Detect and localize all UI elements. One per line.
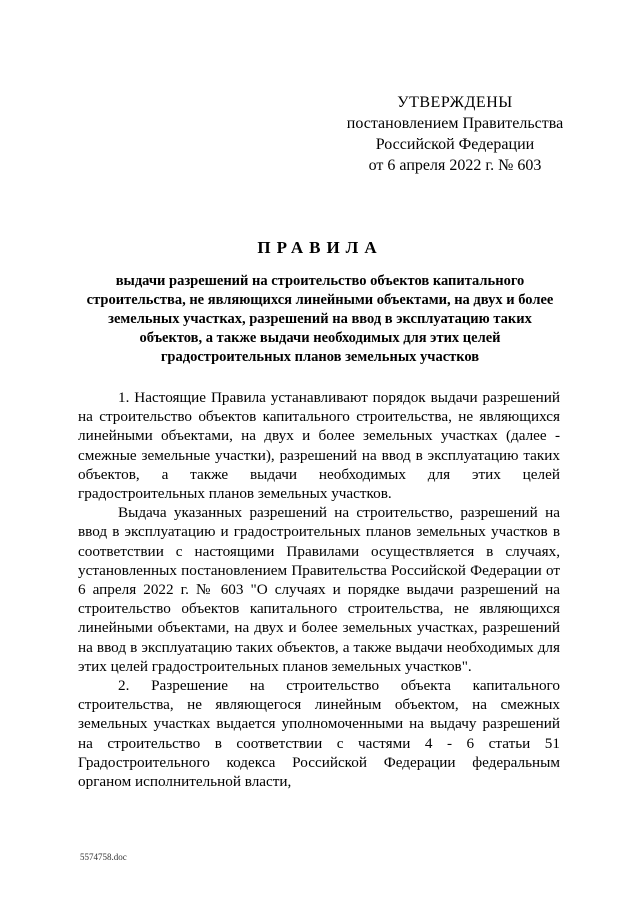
approval-line-2: Российской Федерации: [375, 136, 535, 153]
approval-line-1: постановлением Правительства: [346, 115, 564, 132]
footer-filename: 5574758.doc: [80, 852, 127, 862]
document-body: [78, 388, 560, 791]
paragraph-3: 2. Разрешение на строительство объекта капитального строительства, не являющегося линейным объектом, на смежных земельных участках выдается уполномоченными на выдачу разрешений на строительство в соответствии с частями 4 - 6 статьи 51 Градостроительного кодекса Российской Федерации федеральным органом исполнительной власти,: [78, 677, 560, 791]
paragraph-1: 1. Настоящие Правила устанавливают порядок выдачи разрешений на строительство объектов капитального строительства, не являющихся линейными объектами, на двух и более земельных участках (далее - смежные земельные участки), разрешений на ввод в эксплуатацию таких объектов, а также выдачи необходимых для этих целей градостроительных планов земельных участков.: [78, 389, 560, 503]
document-subtitle: [70, 272, 570, 367]
approval-line-3: от 6 апреля 2022 г. № 603: [368, 157, 542, 174]
subtitle-line: градостроительных планов земельных участков: [160, 349, 480, 365]
approved-heading: УТВЕРЖДЕНЫ: [397, 94, 513, 111]
subtitle-line: объектов, а также выдачи необходимых для этих целей: [139, 330, 501, 346]
approval-stamp: [340, 92, 570, 176]
document-title: ПРАВИЛА: [257, 238, 383, 257]
document-title-block: [70, 238, 570, 367]
subtitle-line: земельных участках, разрешений на ввод в эксплуатацию таких: [108, 311, 532, 327]
subtitle-line: выдачи разрешений на строительство объектов капитального: [115, 273, 525, 289]
subtitle-line: строительства, не являющихся линейными объектами, на двух и более: [86, 292, 554, 308]
paragraph-2: Выдача указанных разрешений на строительство, разрешений на ввод в эксплуатацию и градостроительных планов земельных участков в соответствии с настоящими Правилами осуществляется в случаях, установленных постановлением Правительства Российской Федерации от 6 апреля 2022 г. № 603 "О случаях и порядке выдачи разрешений на строительство объектов капитального строительства, не являющихся линейными объектами, на двух и более земельных участках, разрешений на ввод в эксплуатацию таких объектов, а также выдачи необходимых для этих целей градостроительных планов земельных участков".: [78, 504, 560, 675]
